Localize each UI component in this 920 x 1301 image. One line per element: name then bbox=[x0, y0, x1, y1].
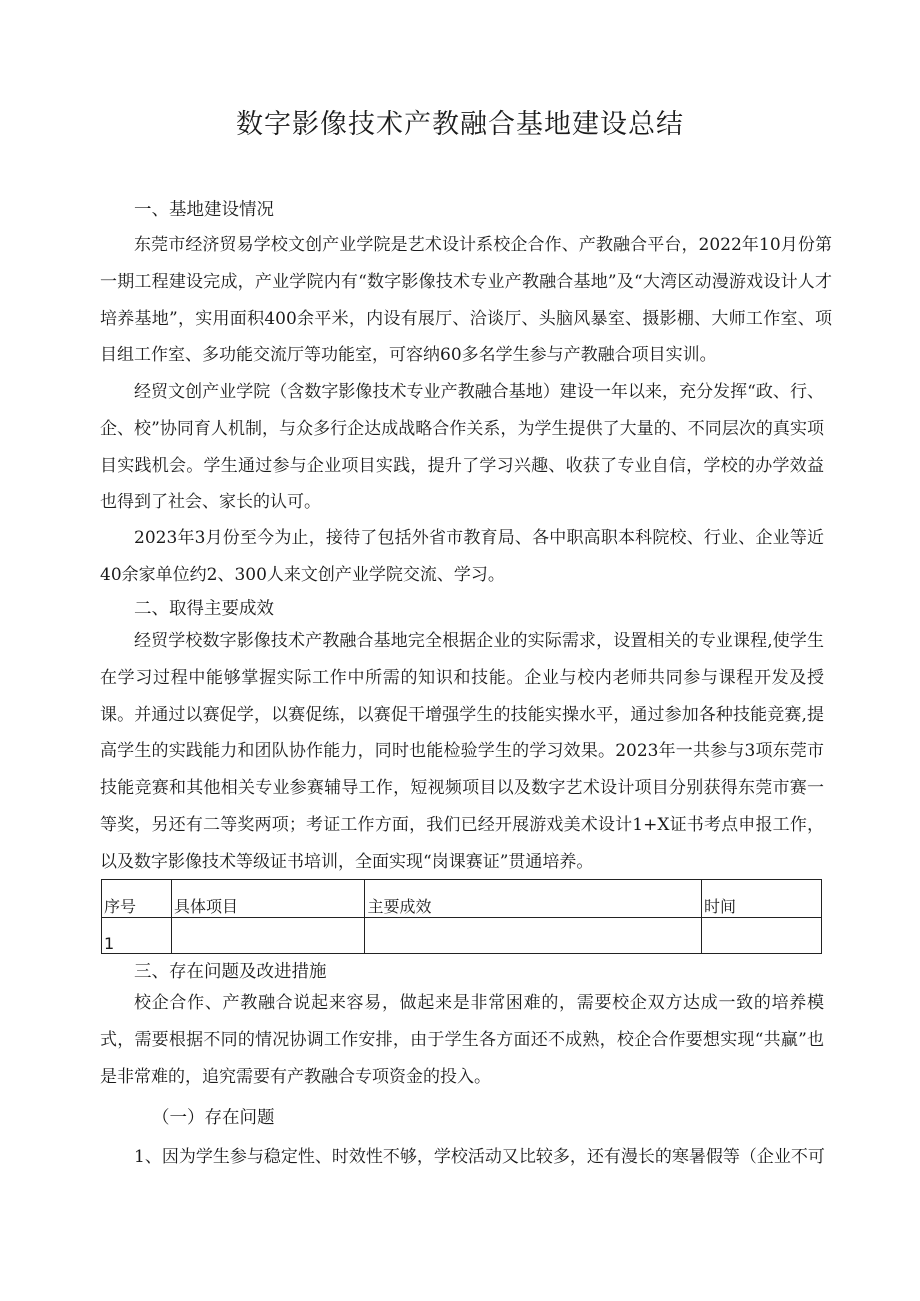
table-header-project: 具体项目 bbox=[171, 880, 364, 918]
table-cell-project bbox=[171, 918, 364, 954]
table-header-time: 时间 bbox=[702, 880, 822, 918]
document-title: 数字影像技术产教融合基地建设总结 bbox=[236, 109, 684, 140]
paragraph-visitors: 2023年3月份至今为止，接待了包括外省市教育局、各中职高职本科院校、行业、企业等近40余家单位约2、300人来文创产业学院交流、学习。 bbox=[100, 528, 824, 585]
paragraph-achievements: 经贸学校数字影像技术产教融合基地完全根据企业的实际需求，设置相关的专业课程,使学生在学习过程中能够掌握实际工作中所需的知识和技能。企业与校内老师共同参与课程开发及授课。并通过以赛促学，以赛促练，以赛促干增强学生的技能实操水平，通过参加各种技能竞赛,提高学生的实践能力和团队协作能力，同时也能检验学生的学习效果。2023年一共参与3项东莞市技能竞赛和其他相关专业参赛辅导工作，短视频项目以及数字艺术设计项目分别获得东莞市赛一等奖，另还有二等奖两项；考证工作方面，我们已经开展游戏美术设计1+X证书考点申报工作，以及数字影像技术等级证书培训，全面实现“岗课赛证”贯通培养。 bbox=[100, 631, 824, 872]
table-cell-time bbox=[702, 918, 822, 954]
results-table bbox=[101, 879, 822, 954]
table-cell-index: 1 bbox=[102, 918, 172, 954]
table-row bbox=[102, 918, 822, 954]
table-cell-results bbox=[365, 918, 702, 954]
table-header-results: 主要成效 bbox=[365, 880, 702, 918]
section-heading-2: 二、取得主要成效 bbox=[134, 599, 274, 619]
table-header-index: 序号 bbox=[102, 880, 172, 918]
section-heading-1: 一、基地建设情况 bbox=[134, 200, 274, 220]
paragraph-problems-intro: 校企合作、产教融合说起来容易，做起来是非常困难的，需要校企双方达成一致的培养模式，需要根据不同的情况协调工作安排，由于学生各方面还不成熟，校企合作要想实现“共赢”也是非常难的，追究需要有产教融合专项资金的投入。 bbox=[100, 993, 824, 1087]
section-heading-3: 三、存在问题及改进措施 bbox=[134, 962, 327, 982]
paragraph-base-development: 经贸文创产业学院（含数字影像技术专业产教融合基地）建设一年以来，充分发挥“政、行、企、校”协同育人机制，与众多行企达成战略合作关系，为学生提供了大量的、不同层次的真实项目实践机会。学生通过参与企业项目实践，提升了学习兴趣、收获了专业自信，学校的办学效益也得到了社会、家长的认可。 bbox=[100, 382, 824, 513]
subheading-problems: （一）存在问题 bbox=[152, 1108, 275, 1128]
table-header-row bbox=[102, 880, 822, 918]
paragraph-base-overview: 东莞市经济贸易学校文创产业学院是艺术设计系校企合作、产教融合平台，2022年10月份第一期工程建设完成，产业学院内有“数字影像技术专业产教融合基地”及“大湾区动漫游戏设计人才培养基地”，实用面积400余平米，内设有展厅、洽谈厅、头脑风暴室、摄影棚、大师工作室、项目组工作室、多功能交流厅等功能室，可容纳60多名学生参与产教融合项目实训。 bbox=[100, 235, 832, 366]
list-item-problem-1: 1、因为学生参与稳定性、时效性不够，学校活动又比较多，还有漫长的寒暑假等（企业不可 bbox=[134, 1147, 825, 1167]
